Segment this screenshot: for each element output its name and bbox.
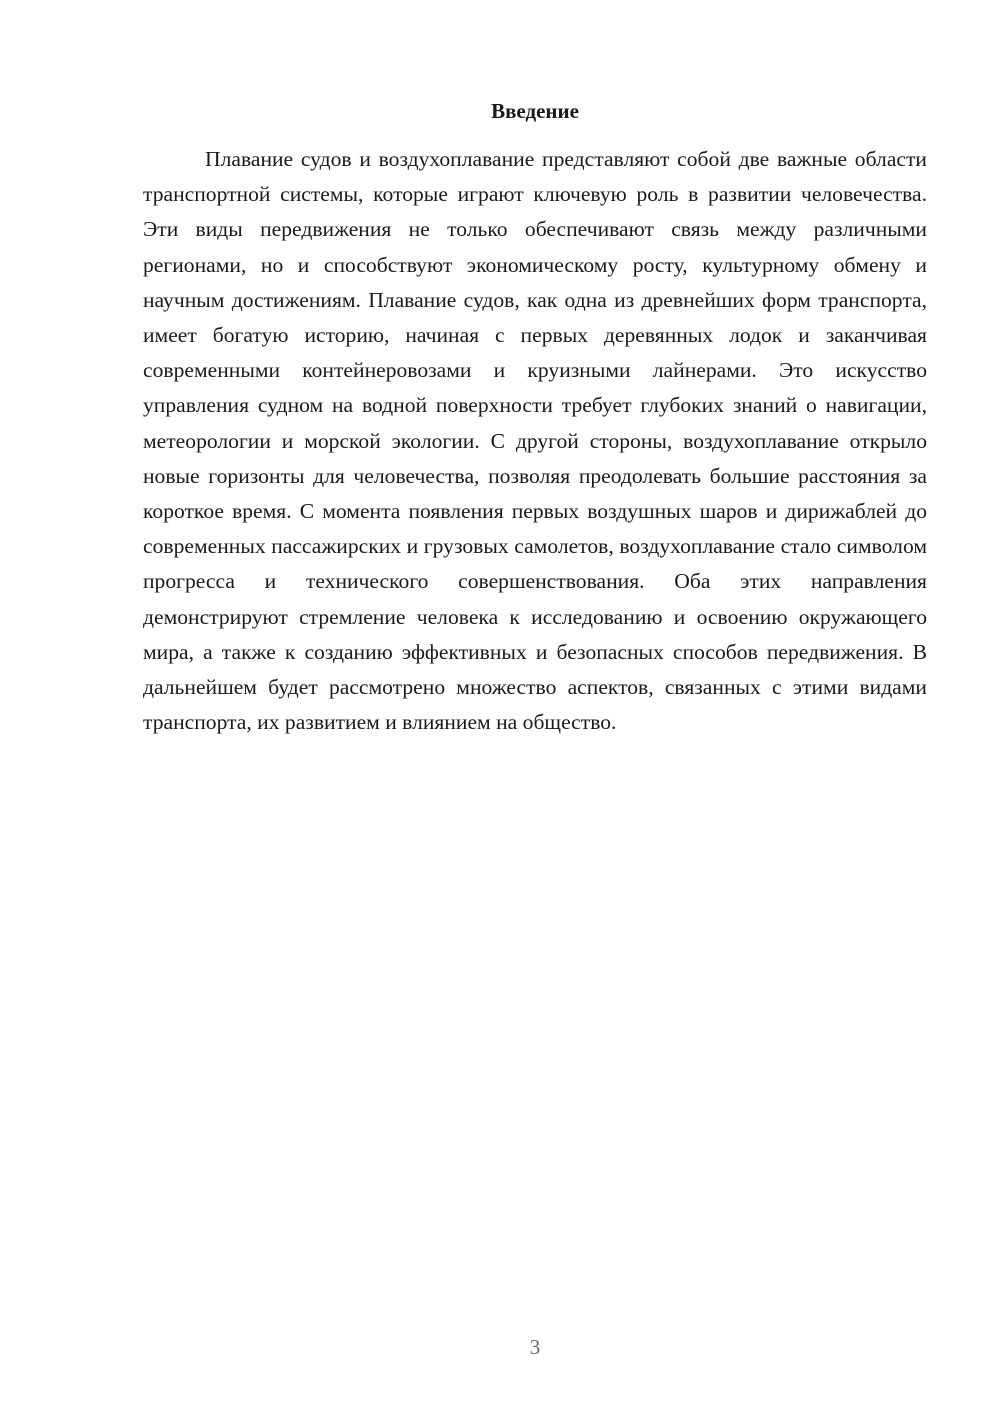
page-number: 3: [529, 1335, 541, 1359]
intro-paragraph: Плавание судов и воздухоплавание представляют собой две важные области транспортной системы, которые играют ключевую роль в развитии человечества. Эти виды передвижения не только обеспечивают связь между различными регионами, но и способствуют экономическому росту, культурному обмену и научным достижениям. Плавание судов, как одна из древнейших форм транспорта, имеет богатую историю, начиная с первых деревянных лодок и заканчивая современными контейнеровозами и круизными лайнерами. Это искусство управления судном на водной поверхности требует глубоких знаний о навигации, метеорологии и морской экологии. С другой стороны, воздухоплавание открыло новые горизонты для человечества, позволяя преодолевать большие расстояния за короткое время. С момента появления первых воздушных шаров и дирижаблей до современных пассажирских и грузовых самолетов, воздухоплавание стало символом прогресса и технического совершенствования. Оба этих направления демонстрируют стремление человека к исследованию и освоению окружающего мира, а также к созданию эффективных и безопасных способов передвижения. В дальнейшем будет рассмотрено множество аспектов, связанных с этими видами транспорта, их развитием и влиянием на общество.: [143, 147, 927, 735]
section-title: Введение: [491, 99, 579, 123]
